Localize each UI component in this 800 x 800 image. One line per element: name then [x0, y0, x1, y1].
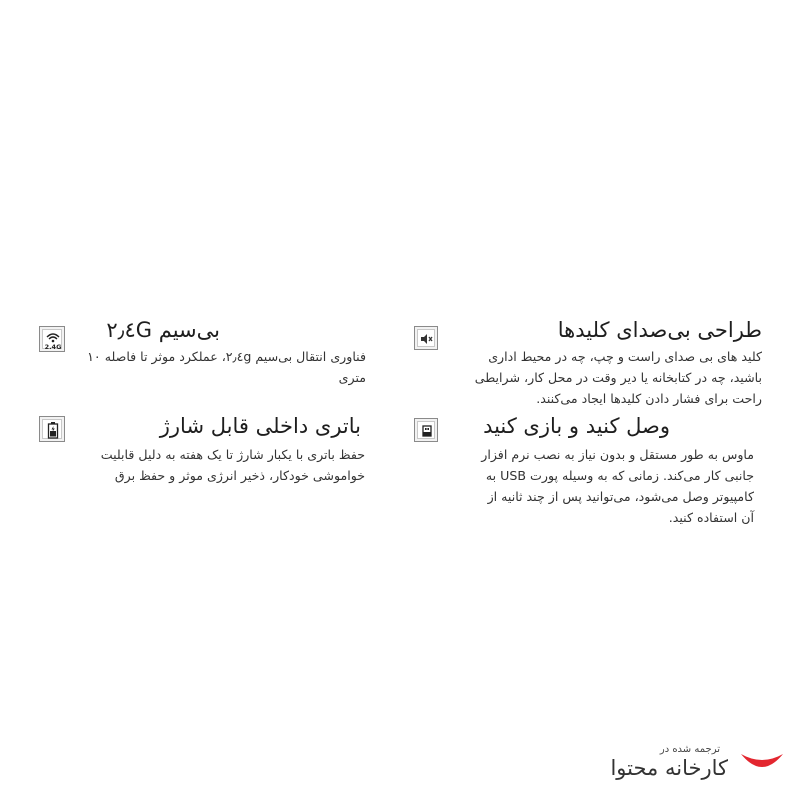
feature-wireless — [76, 318, 366, 398]
feature-description: کلید های بی صدای راست و چپ، چه در محیط اداری باشید، چه در کتابخانه یا دیر وقت در محل کار، شرایطی راحت برای فشار دادن کلیدها ایجاد می‌کنند. — [474, 349, 762, 406]
feature-title: باتری داخلی قابل شارژ — [159, 414, 361, 438]
feature-title: بی‌سیم ۲٫٤G — [106, 318, 220, 342]
feature-title: وصل کنید و بازی کنید — [483, 414, 670, 438]
feature-description: حفظ باتری با یکبار شارژ تا یک هفته به دلیل قابلیت خواموشی خودکار، ذخیر انرژی موثر و حفظ برق — [100, 447, 365, 483]
battery-charging-icon — [39, 416, 65, 442]
mute-speaker-icon — [414, 326, 438, 350]
logo-caption: ترجمه شده در — [659, 744, 720, 755]
logo-brand-name: کارخانه محتوا — [610, 756, 728, 780]
brand-logo — [606, 738, 786, 788]
feature-rechargeable-battery — [75, 414, 365, 494]
feature-description: فناوری انتقال بی‌سیم ۲٫٤g، عملکرد موثر تا فاصله ۱۰ متری — [87, 349, 366, 385]
icon-label: 2.4G — [44, 343, 62, 351]
feature-silent-keys — [462, 318, 762, 408]
feature-plug-and-play — [454, 414, 754, 534]
smile-logo-icon — [738, 748, 786, 774]
feature-title: طراحی بی‌صدای کلیدها — [557, 318, 762, 342]
wireless-2.4g-icon — [39, 326, 65, 352]
usb-plug-icon — [414, 418, 438, 442]
feature-description: ماوس به طور مستقل و بدون نیاز به نصب نرم افزار جانبی کار می‌کند. زمانی که به وسیله پورت USB به کامپیوتر وصل می‌شود، می‌توانید پس از چند ثانیه از آن استفاده کنید. — [481, 447, 754, 525]
